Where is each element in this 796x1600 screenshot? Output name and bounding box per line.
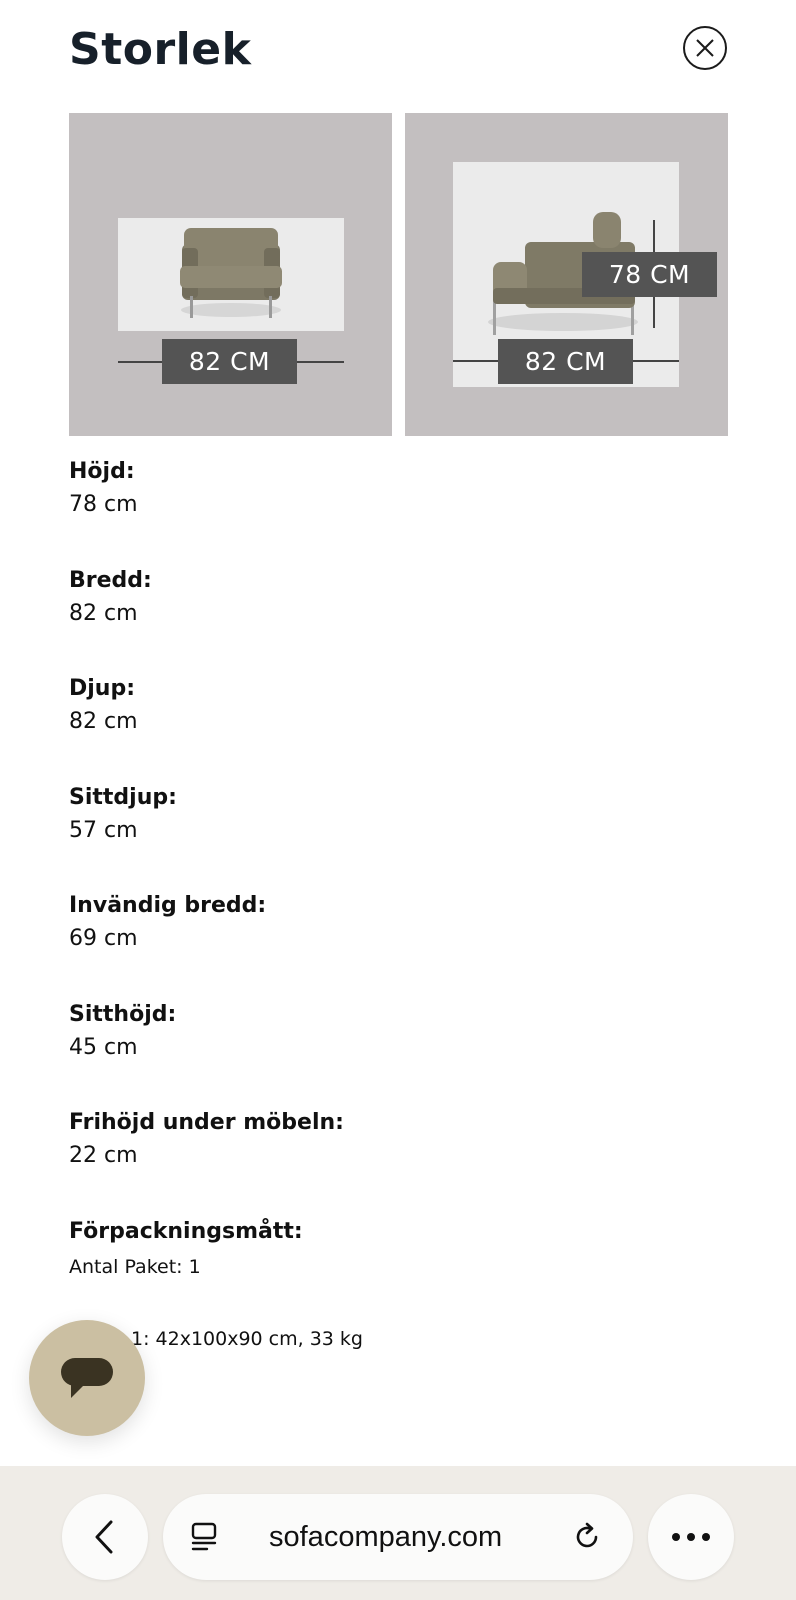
width-dimension-label: 82 CM	[162, 339, 297, 384]
more-button[interactable]	[648, 1494, 734, 1580]
spec-depth	[69, 673, 729, 782]
close-icon	[694, 37, 716, 59]
spec-value: 22 cm	[69, 1143, 138, 1168]
armchair-front-illustration	[118, 218, 344, 331]
chat-button[interactable]	[29, 1320, 145, 1436]
spec-height	[69, 456, 729, 565]
spec-clearance	[69, 1107, 729, 1216]
back-button[interactable]	[62, 1494, 148, 1580]
armchair-front-photo	[118, 218, 344, 331]
url-text[interactable]: sofacompany.com	[269, 1521, 503, 1553]
address-bar[interactable]	[163, 1494, 633, 1580]
spec-width	[69, 565, 729, 674]
reload-icon[interactable]	[569, 1519, 605, 1555]
spec-label: Bredd:	[69, 567, 152, 593]
more-dots-icon	[671, 1532, 711, 1542]
spec-label: Sitthöjd:	[69, 1001, 177, 1027]
packaging-item: 1: 42x100x90 cm, 33 kg	[131, 1328, 363, 1350]
spec-value: 45 cm	[69, 1034, 138, 1060]
spec-inner-width	[69, 890, 729, 999]
packaging-count: Antal Paket: 1	[69, 1256, 201, 1278]
spec-seat-depth	[69, 782, 729, 891]
dimension-specs-list	[69, 456, 729, 1216]
chevron-left-icon	[91, 1519, 119, 1555]
close-button[interactable]	[683, 26, 727, 70]
depth-dimension-label: 82 CM	[498, 339, 633, 384]
side-view-image[interactable]	[405, 113, 728, 436]
spec-label: Djup:	[69, 676, 136, 701]
height-dimension-label: 78 CM	[582, 252, 717, 297]
spec-value: 57 cm	[69, 817, 138, 843]
spec-value: 78 cm	[69, 492, 138, 517]
reader-icon[interactable]	[189, 1521, 221, 1553]
spec-value: 69 cm	[69, 926, 138, 951]
spec-value: 82 cm	[69, 709, 138, 734]
spec-label: Invändig bredd:	[69, 893, 267, 918]
spec-value: 82 cm	[69, 600, 138, 626]
front-view-image[interactable]	[69, 113, 392, 436]
spec-seat-height	[69, 999, 729, 1108]
chat-bubble-icon	[59, 1356, 115, 1400]
packaging-section	[69, 1216, 303, 1284]
packaging-label: Förpackningsmått:	[69, 1219, 303, 1244]
sheet-title: Storlek	[69, 24, 252, 75]
spec-label: Höjd:	[69, 459, 135, 484]
spec-label: Frihöjd under möbeln:	[69, 1110, 344, 1135]
spec-label: Sittdjup:	[69, 784, 177, 810]
